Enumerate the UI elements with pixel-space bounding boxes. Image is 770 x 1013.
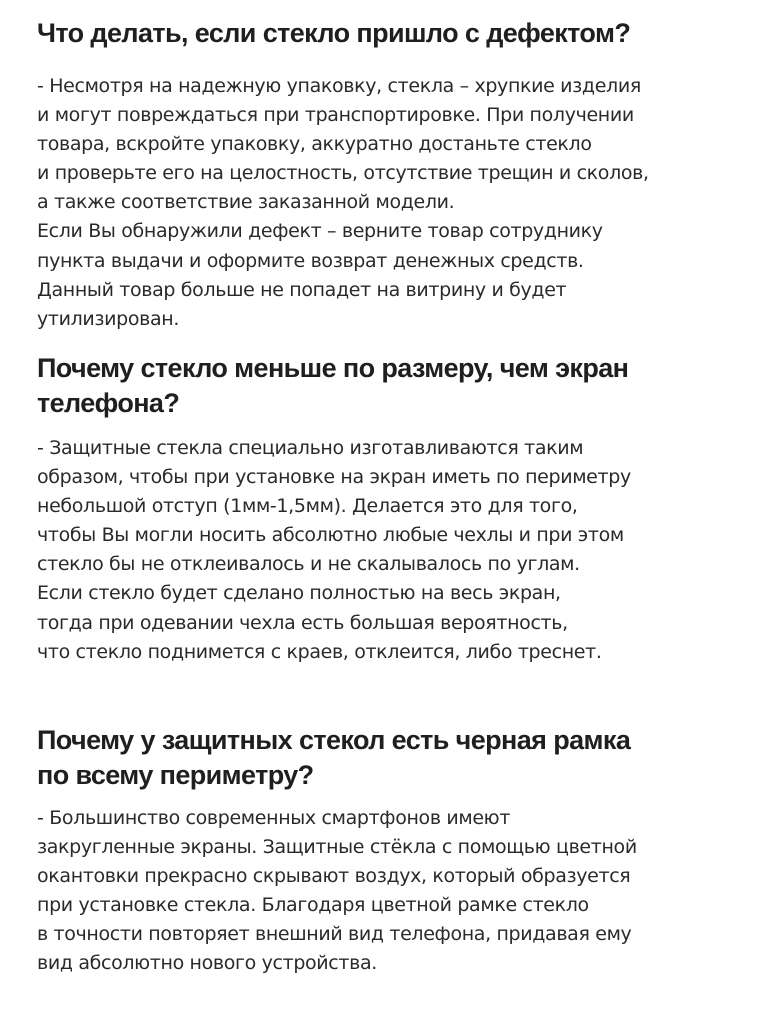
- text-line: небольшой отступ (1мм-1,5мм). Делается это для того,: [37, 495, 578, 518]
- heading-line: телефона?: [37, 388, 180, 418]
- section-text: [37, 804, 747, 979]
- text-line: при установке стекла. Благодаря цветной рамке стекло: [37, 894, 589, 917]
- text-line: Если стекло будет сделано полностью на весь экран,: [37, 582, 561, 605]
- text-line: в точности повторяет внешний вид телефона, придавая ему: [37, 923, 632, 946]
- section-heading: [37, 723, 747, 793]
- text-line: товара, вскройте упаковку, аккуратно достаньте стекло: [37, 133, 592, 156]
- text-line: - Несмотря на надежную упаковку, стекла – хрупкие изделия: [37, 75, 641, 97]
- text-line: образом, чтобы при установке на экран иметь по периметру: [37, 466, 631, 489]
- section-text: [37, 434, 747, 667]
- section-heading: [37, 351, 747, 421]
- text-line: пункта выдачи и оформите возврат денежных средств.: [37, 249, 584, 272]
- faq-section-glass-size: [37, 351, 747, 667]
- text-line: стекло бы не отклеивалось и не скалывалось по углам.: [37, 553, 580, 576]
- text-line: что стекло поднимется с краев, отклеится, либо треснет.: [37, 640, 602, 663]
- heading-line: Что делать, если стекло пришло с дефектом?: [37, 18, 631, 48]
- text-line: закругленные экраны. Защитные стёкла с помощью цветной: [37, 836, 637, 859]
- faq-section-defect: [37, 16, 747, 334]
- section-heading: [37, 16, 747, 51]
- text-line: тогда при одевании чехла есть большая вероятность,: [37, 611, 568, 634]
- heading-line: по всему периметру?: [37, 760, 314, 790]
- faq-section-black-frame: [37, 723, 747, 979]
- text-line: вид абсолютно нового устройства.: [37, 952, 377, 975]
- text-line: Если Вы обнаружили дефект – верните товар сотруднику: [37, 220, 603, 243]
- heading-line: Почему у защитных стекол есть черная рамка: [37, 725, 631, 755]
- text-line: и проверьте его на целостность, отсутствие трещин и сколов,: [37, 162, 649, 185]
- text-line: - Защитные стекла специально изготавливаются таким: [37, 437, 584, 459]
- text-line: окантовки прекрасно скрывают воздух, который образуется: [37, 865, 631, 888]
- text-line: - Большинство современных смартфонов имеют: [37, 807, 511, 829]
- text-line: Данный товар больше не попадет на витрину и будет: [37, 278, 567, 301]
- text-line: и могут повреждаться при транспортировке. При получении: [37, 104, 634, 127]
- heading-line: Почему стекло меньше по размеру, чем экран: [37, 353, 629, 383]
- section-text: [37, 72, 747, 334]
- text-line: а также соответствие заказанной модели.: [37, 191, 455, 214]
- text-line: утилизирован.: [37, 307, 180, 330]
- text-line: чтобы Вы могли носить абсолютно любые чехлы и при этом: [37, 524, 624, 547]
